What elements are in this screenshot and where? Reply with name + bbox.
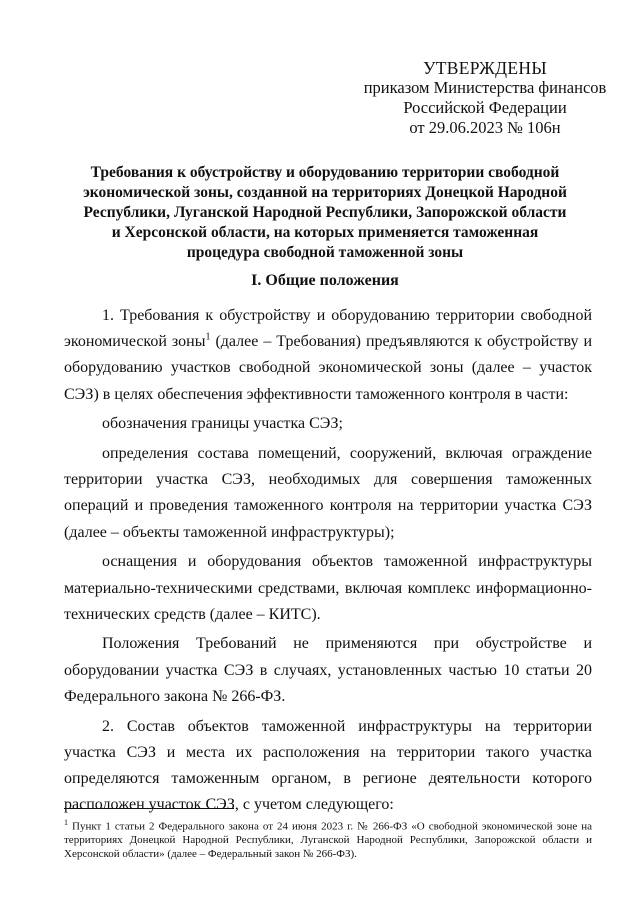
- approval-block: [360, 58, 610, 138]
- paragraph-4: оснащения и оборудования объектов таможенной инфраструктуры материально-техническими средствами, включая комплекс информационно-технических средств (далее – КИТС).: [64, 553, 592, 623]
- paragraph-1-start: 1. Требования к обустройству и оборудованию территории свободной экономической зоны: [64, 307, 592, 351]
- document-body: [64, 303, 592, 822]
- document-title: Требования к обустройству и оборудованию территории свободной экономической зоны, созданной на территориях Донецкой Народной Республики, Луганской Народной Республики, Запорожской области и Херсонской области, на которых применяется таможенная процедура свободной таможенной зоны: [83, 164, 567, 261]
- paragraph-1: [64, 303, 592, 408]
- footnote-reference: 1: [205, 331, 211, 343]
- approval-line-2: Российской Федерации: [403, 98, 567, 117]
- footnote-mark: 1: [64, 818, 68, 827]
- approval-line-1: приказом Министерства финансов: [363, 78, 607, 97]
- footnote-text: Пункт 1 статьи 2 Федерального закона от 24 июня 2023 г. № 266-ФЗ «О свободной экономической зоне на территориях Донецкой Народной Республики, Луганской Народной Республики, Запорожской области и Херсонской области» (далее – Федеральный закон № 266-ФЗ).: [64, 820, 592, 861]
- paragraph-2: обозначения границы участка СЭЗ;: [102, 415, 343, 433]
- section-title: I. Общие положения: [251, 272, 399, 289]
- paragraph-1-end: (далее – Требования) предъявляются к обустройству и оборудованию участков свободной экономической зоны (далее – участок СЭЗ) в целях обеспечения эффективности таможенного контроля в части:: [64, 333, 593, 403]
- approval-heading: УТВЕРЖДЕНЫ: [423, 58, 547, 78]
- paragraph-6: 2. Состав объектов таможенной инфраструктуры на территории участка СЭЗ и места их расположения на территории такого участка определяются таможенным органом, в регионе деятельности которого расположен участок СЭЗ, с учетом следующего:: [64, 717, 592, 814]
- approval-line-3: от 29.06.2023 № 106н: [409, 118, 561, 137]
- footnote-divider: [64, 808, 234, 809]
- paragraph-3: определения состава помещений, сооружений, включая ограждение территории участка СЭЗ, необходимых для совершения таможенных операций и проведения таможенного контроля на территории участка СЭЗ (далее – объекты таможенной инфраструктуры);: [64, 445, 592, 541]
- footnote: [64, 816, 592, 862]
- paragraph-5: Положения Требований не применяются при обустройстве и оборудовании участка СЭЗ в случаях, установленных частью 10 статьи 20 Федерального закона № 266-ФЗ.: [64, 635, 592, 705]
